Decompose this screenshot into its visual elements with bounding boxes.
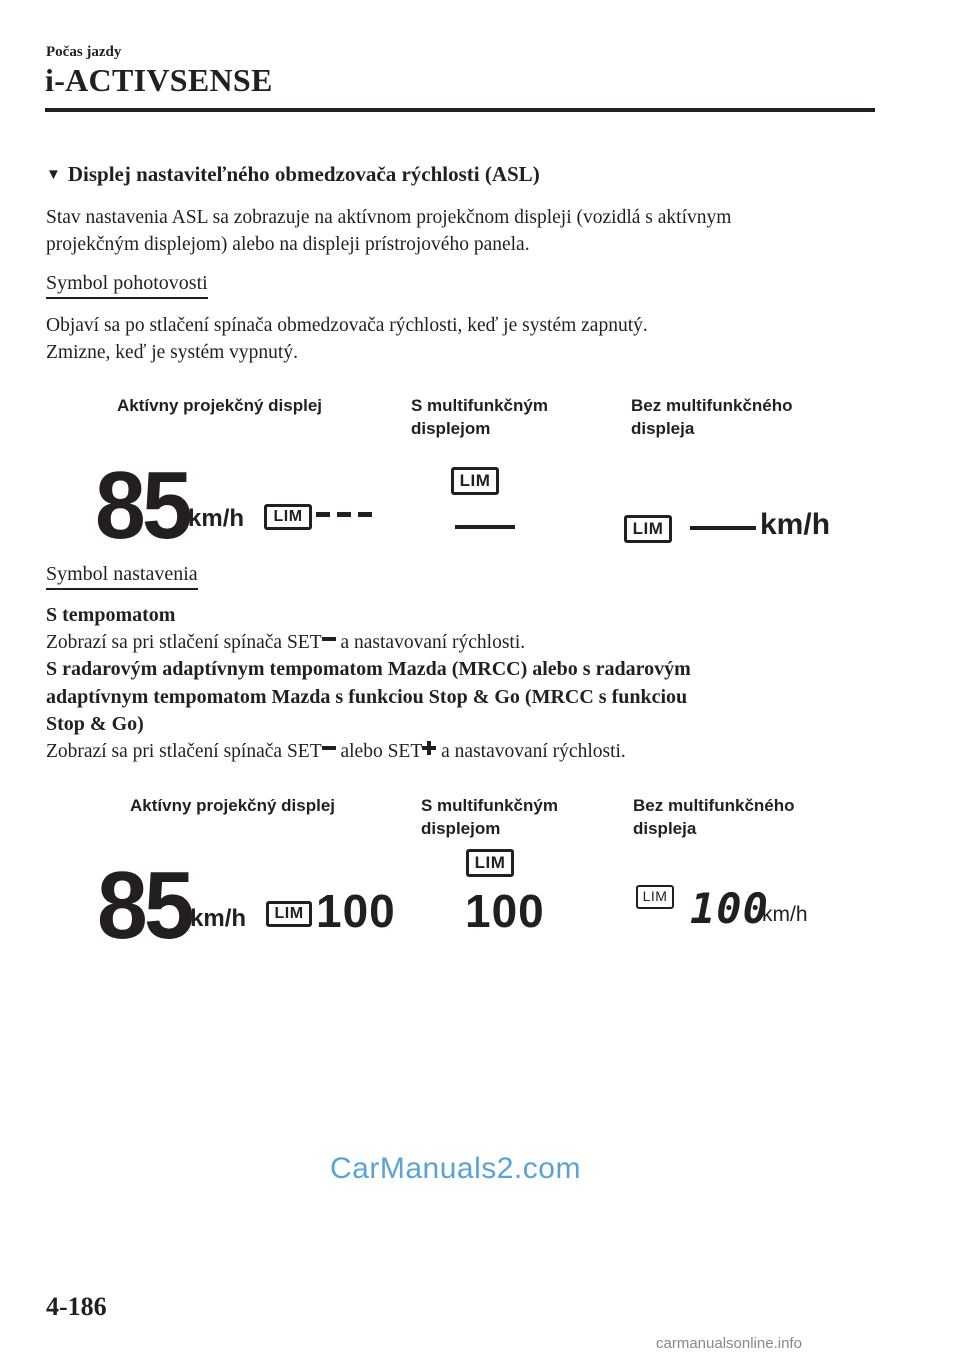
fig2-speed-unit: km/h [190, 905, 247, 932]
fig2-caption-multi-line2: displejom [421, 819, 501, 838]
standby-line-2: Zmizne, keď je systém vypnutý. [46, 342, 298, 363]
fig1-caption-nomulti-line1: Bez multifunkčného [631, 396, 793, 415]
fig2-speed-readout: 85 [97, 852, 191, 959]
fig2-lim-text-nomulti: LIM [642, 888, 668, 904]
fig2-set-speed-nomulti: 100 [690, 884, 769, 933]
cruise-text-b: a nastavovaní rýchlosti. [335, 632, 526, 653]
fig2-caption-nomulti-line2: displeja [633, 819, 697, 838]
section-heading [46, 162, 540, 187]
fig2-lim-badge-nomulti [636, 885, 674, 909]
cruise-text [46, 629, 866, 656]
set-minus-icon [322, 632, 336, 646]
fig1-unit-nomulti: km/h [760, 508, 831, 541]
fig1-lim-text-multi: LIM [459, 471, 491, 490]
mrcc-text-c: a nastavovaní rýchlosti. [436, 741, 626, 762]
set-minus-icon [322, 741, 336, 755]
fig2-set-speed-active: 100 [316, 885, 396, 937]
source-footer: carmanualsonline.info [656, 1335, 802, 1352]
fig1-dash-2 [337, 512, 351, 517]
fig1-lim-badge-nomulti [624, 515, 672, 543]
fig2-caption-active: Aktívny projekčný displej [130, 796, 336, 815]
chapter-label: Počas jazdy [46, 44, 122, 60]
fig2-set-speed-multi: 100 [465, 885, 545, 937]
mrcc-title-line-2: adaptívnym tempomatom Mazda s funkciou Stop & Go (MRCC s funkciou [46, 686, 688, 708]
fig1-dash-3 [358, 512, 372, 517]
fig1-dash-multi [455, 525, 515, 529]
mrcc-text-a: Zobrazí sa pri stlačení spínača SET [46, 741, 322, 762]
fig1-caption-multi [411, 394, 548, 440]
fig2-caption-multi-line1: S multifunkčným [421, 796, 558, 815]
fig2-caption-nomulti [633, 794, 795, 840]
triangle-down-icon: ▼ [46, 167, 61, 183]
fig2-lim-badge-active [266, 901, 312, 927]
fig1-caption-active: Aktívny projekčný displej [117, 396, 323, 415]
fig1-lim-badge-multi [451, 467, 499, 495]
fig1-caption-nomulti-line2: displeja [631, 419, 695, 438]
cruise-text-a: Zobrazí sa pri stlačení spínača SET [46, 632, 322, 653]
mrcc-text-b: alebo SET [335, 741, 423, 762]
set-plus-icon [422, 741, 436, 755]
watermark: CarManuals2.com [330, 1152, 581, 1185]
mrcc-title-line-3: Stop & Go) [46, 713, 144, 735]
fig2-lim-badge-multi [466, 849, 514, 877]
fig1-caption-multi-line2: displejom [411, 419, 491, 438]
fig2-lim-text-multi: LIM [474, 853, 506, 872]
section-heading-text: Displej nastaviteľného obmedzovača rýchlosti (ASL) [67, 162, 540, 186]
fig1-caption-nomulti [631, 394, 793, 440]
fig2-caption-multi [421, 794, 558, 840]
intro-line-1: Stav nastavenia ASL sa zobrazuje na aktívnom projekčnom displeji (vozidlá s aktívnym [46, 207, 732, 228]
cruise-title: S tempomatom [46, 604, 176, 626]
mrcc-text [46, 738, 866, 765]
fig2-unit-nomulti: km/h [762, 903, 808, 926]
fig1-dash-1 [316, 512, 330, 517]
fig1-speed-unit: km/h [188, 505, 245, 532]
fig1-lim-badge-active [264, 504, 312, 530]
standby-subheading: Symbol pohotovosti [46, 272, 208, 299]
fig1-caption-multi-line1: S multifunkčným [411, 396, 548, 415]
page-number: 4-186 [46, 1292, 107, 1321]
fig1-dash-nomulti [690, 526, 756, 530]
fig1-lim-text-nomulti: LIM [632, 519, 664, 538]
fig2-caption-nomulti-line1: Bez multifunkčného [633, 796, 795, 815]
standby-line-1: Objaví sa po stlačení spínača obmedzovača rýchlosti, keď je systém zapnutý. [46, 315, 648, 336]
fig1-lim-text-active: LIM [273, 508, 303, 525]
fig2-lim-text-active: LIM [274, 905, 304, 922]
mrcc-title-line-1: S radarovým adaptívnym tempomatom Mazda (MRCC) alebo s radarovým [46, 658, 691, 680]
fig1-speed-readout: 85 [95, 452, 189, 559]
header-rule [45, 108, 875, 112]
intro-line-2: projekčným displejom) alebo na displeji prístrojového panela. [46, 234, 530, 255]
page-title: i-ACTIVSENSE [45, 62, 273, 98]
setting-subheading: Symbol nastavenia [46, 563, 198, 590]
